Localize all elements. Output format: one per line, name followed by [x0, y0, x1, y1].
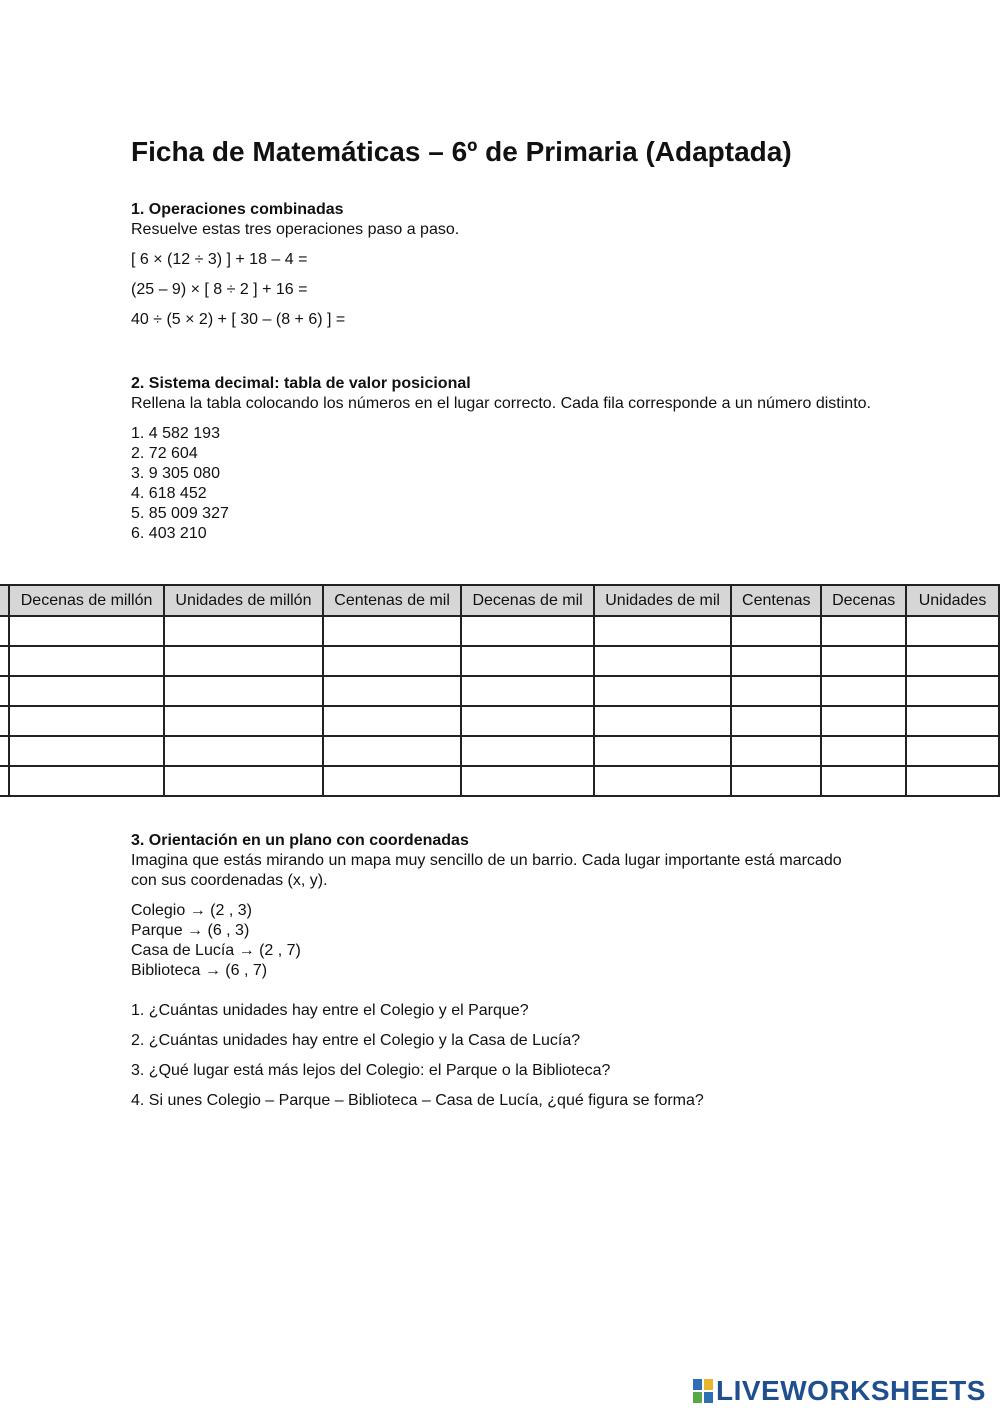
- number-item: 2. 72 604: [131, 445, 198, 462]
- liveworksheets-logo-icon: [693, 1379, 713, 1403]
- table-row: [0, 676, 999, 706]
- table-cell-input[interactable]: [9, 676, 164, 706]
- table-cell-input[interactable]: [906, 706, 999, 736]
- table-cell-input[interactable]: [731, 676, 821, 706]
- section-operaciones: [131, 200, 871, 330]
- table-cell-input[interactable]: [0, 616, 9, 646]
- page-title: Ficha de Matemáticas – 6º de Primaria (Adaptada): [131, 136, 792, 167]
- place-item: Colegio → (2 , 3): [131, 902, 252, 919]
- column-header: [0, 585, 9, 616]
- operation-1: [ 6 × (12 ÷ 3) ] + 18 – 4 =: [131, 251, 308, 268]
- table-cell-input[interactable]: [0, 766, 9, 796]
- table-cell-input[interactable]: [461, 676, 594, 706]
- section-1-instruction: Resuelve estas tres operaciones paso a paso.: [131, 221, 460, 238]
- table-row: [0, 706, 999, 736]
- table-cell-input[interactable]: [821, 736, 906, 766]
- number-item: 5. 85 009 327: [131, 505, 229, 522]
- table-body: [0, 616, 999, 796]
- column-header: Decenas de millón: [9, 585, 164, 616]
- place-value-table: [0, 584, 1000, 797]
- table-cell-input[interactable]: [9, 616, 164, 646]
- table-cell-input[interactable]: [906, 616, 999, 646]
- section-3-instruction: Imagina que estás mirando un mapa muy sencillo de un barrio. Cada lugar importante está marcado con sus coordenadas (x, y).: [131, 852, 842, 889]
- number-item: 4. 618 452: [131, 485, 207, 502]
- question-2: 2. ¿Cuántas unidades hay entre el Colegio y la Casa de Lucía?: [131, 1032, 581, 1049]
- column-header: Unidades de mil: [594, 585, 731, 616]
- table-cell-input[interactable]: [461, 646, 594, 676]
- column-header: Decenas: [821, 585, 906, 616]
- operation-2: (25 – 9) × [ 8 ÷ 2 ] + 16 =: [131, 281, 308, 298]
- table-cell-input[interactable]: [9, 766, 164, 796]
- table-cell-input[interactable]: [323, 646, 461, 676]
- number-item: 3. 9 305 080: [131, 465, 220, 482]
- places-list: [131, 901, 871, 981]
- column-header: Unidades: [906, 585, 999, 616]
- brand-name: LIVEWORKSHEETS: [716, 1375, 986, 1406]
- number-list: [131, 424, 871, 544]
- section-1-heading: 1. Operaciones combinadas: [131, 201, 344, 218]
- column-header: Unidades de millón: [164, 585, 323, 616]
- column-header: Decenas de mil: [461, 585, 594, 616]
- place-value-table-container: [0, 584, 1000, 797]
- table-cell-input[interactable]: [461, 706, 594, 736]
- table-cell-input[interactable]: [821, 676, 906, 706]
- operation-3: 40 ÷ (5 × 2) + [ 30 – (8 + 6) ] =: [131, 311, 346, 328]
- table-row: [0, 616, 999, 646]
- table-cell-input[interactable]: [461, 616, 594, 646]
- table-cell-input[interactable]: [821, 706, 906, 736]
- place-item: Parque → (6 , 3): [131, 922, 250, 939]
- table-cell-input[interactable]: [731, 646, 821, 676]
- table-header-row: [0, 585, 999, 616]
- table-cell-input[interactable]: [906, 736, 999, 766]
- table-cell-input[interactable]: [323, 676, 461, 706]
- question-1: 1. ¿Cuántas unidades hay entre el Colegio y el Parque?: [131, 1002, 529, 1019]
- table-cell-input[interactable]: [821, 766, 906, 796]
- table-cell-input[interactable]: [594, 706, 731, 736]
- table-cell-input[interactable]: [594, 766, 731, 796]
- table-row: [0, 736, 999, 766]
- table-cell-input[interactable]: [906, 646, 999, 676]
- section-2-instruction: Rellena la tabla colocando los números en el lugar correcto. Cada fila corresponde a un número distinto.: [131, 395, 871, 412]
- table-cell-input[interactable]: [164, 616, 323, 646]
- table-cell-input[interactable]: [461, 736, 594, 766]
- section-sistema-decimal: [131, 374, 871, 544]
- table-cell-input[interactable]: [594, 646, 731, 676]
- table-cell-input[interactable]: [164, 706, 323, 736]
- section-3-heading: 3. Orientación en un plano con coordenadas: [131, 832, 469, 849]
- column-header: Centenas de mil: [323, 585, 461, 616]
- place-item: Casa de Lucía → (2 , 7): [131, 942, 301, 959]
- table-cell-input[interactable]: [731, 616, 821, 646]
- table-cell-input[interactable]: [594, 736, 731, 766]
- table-cell-input[interactable]: [323, 616, 461, 646]
- table-row: [0, 646, 999, 676]
- table-row: [0, 766, 999, 796]
- table-cell-input[interactable]: [323, 736, 461, 766]
- table-cell-input[interactable]: [0, 676, 9, 706]
- table-cell-input[interactable]: [0, 646, 9, 676]
- number-item: 6. 403 210: [131, 525, 207, 542]
- table-cell-input[interactable]: [0, 736, 9, 766]
- question-3: 3. ¿Qué lugar está más lejos del Colegio: el Parque o la Biblioteca?: [131, 1062, 611, 1079]
- table-cell-input[interactable]: [323, 766, 461, 796]
- table-cell-input[interactable]: [906, 676, 999, 706]
- table-cell-input[interactable]: [821, 616, 906, 646]
- section-coordenadas: [131, 831, 871, 1111]
- question-4: 4. Si unes Colegio – Parque – Biblioteca – Casa de Lucía, ¿qué figura se forma?: [131, 1092, 704, 1109]
- number-item: 1. 4 582 193: [131, 425, 220, 442]
- place-item: Biblioteca → (6 , 7): [131, 962, 268, 979]
- table-cell-input[interactable]: [9, 736, 164, 766]
- liveworksheets-brand: [693, 1376, 986, 1406]
- table-cell-input[interactable]: [731, 736, 821, 766]
- table-cell-input[interactable]: [461, 766, 594, 796]
- table-cell-input[interactable]: [906, 766, 999, 796]
- table-cell-input[interactable]: [731, 766, 821, 796]
- table-cell-input[interactable]: [323, 706, 461, 736]
- table-cell-input[interactable]: [164, 736, 323, 766]
- table-cell-input[interactable]: [821, 646, 906, 676]
- table-cell-input[interactable]: [164, 676, 323, 706]
- section-2-heading: 2. Sistema decimal: tabla de valor posicional: [131, 375, 471, 392]
- table-cell-input[interactable]: [594, 616, 731, 646]
- table-cell-input[interactable]: [164, 646, 323, 676]
- table-cell-input[interactable]: [9, 706, 164, 736]
- table-cell-input[interactable]: [594, 676, 731, 706]
- table-cell-input[interactable]: [0, 706, 9, 736]
- table-cell-input[interactable]: [164, 766, 323, 796]
- column-header: Centenas: [731, 585, 821, 616]
- table-cell-input[interactable]: [9, 646, 164, 676]
- table-cell-input[interactable]: [731, 706, 821, 736]
